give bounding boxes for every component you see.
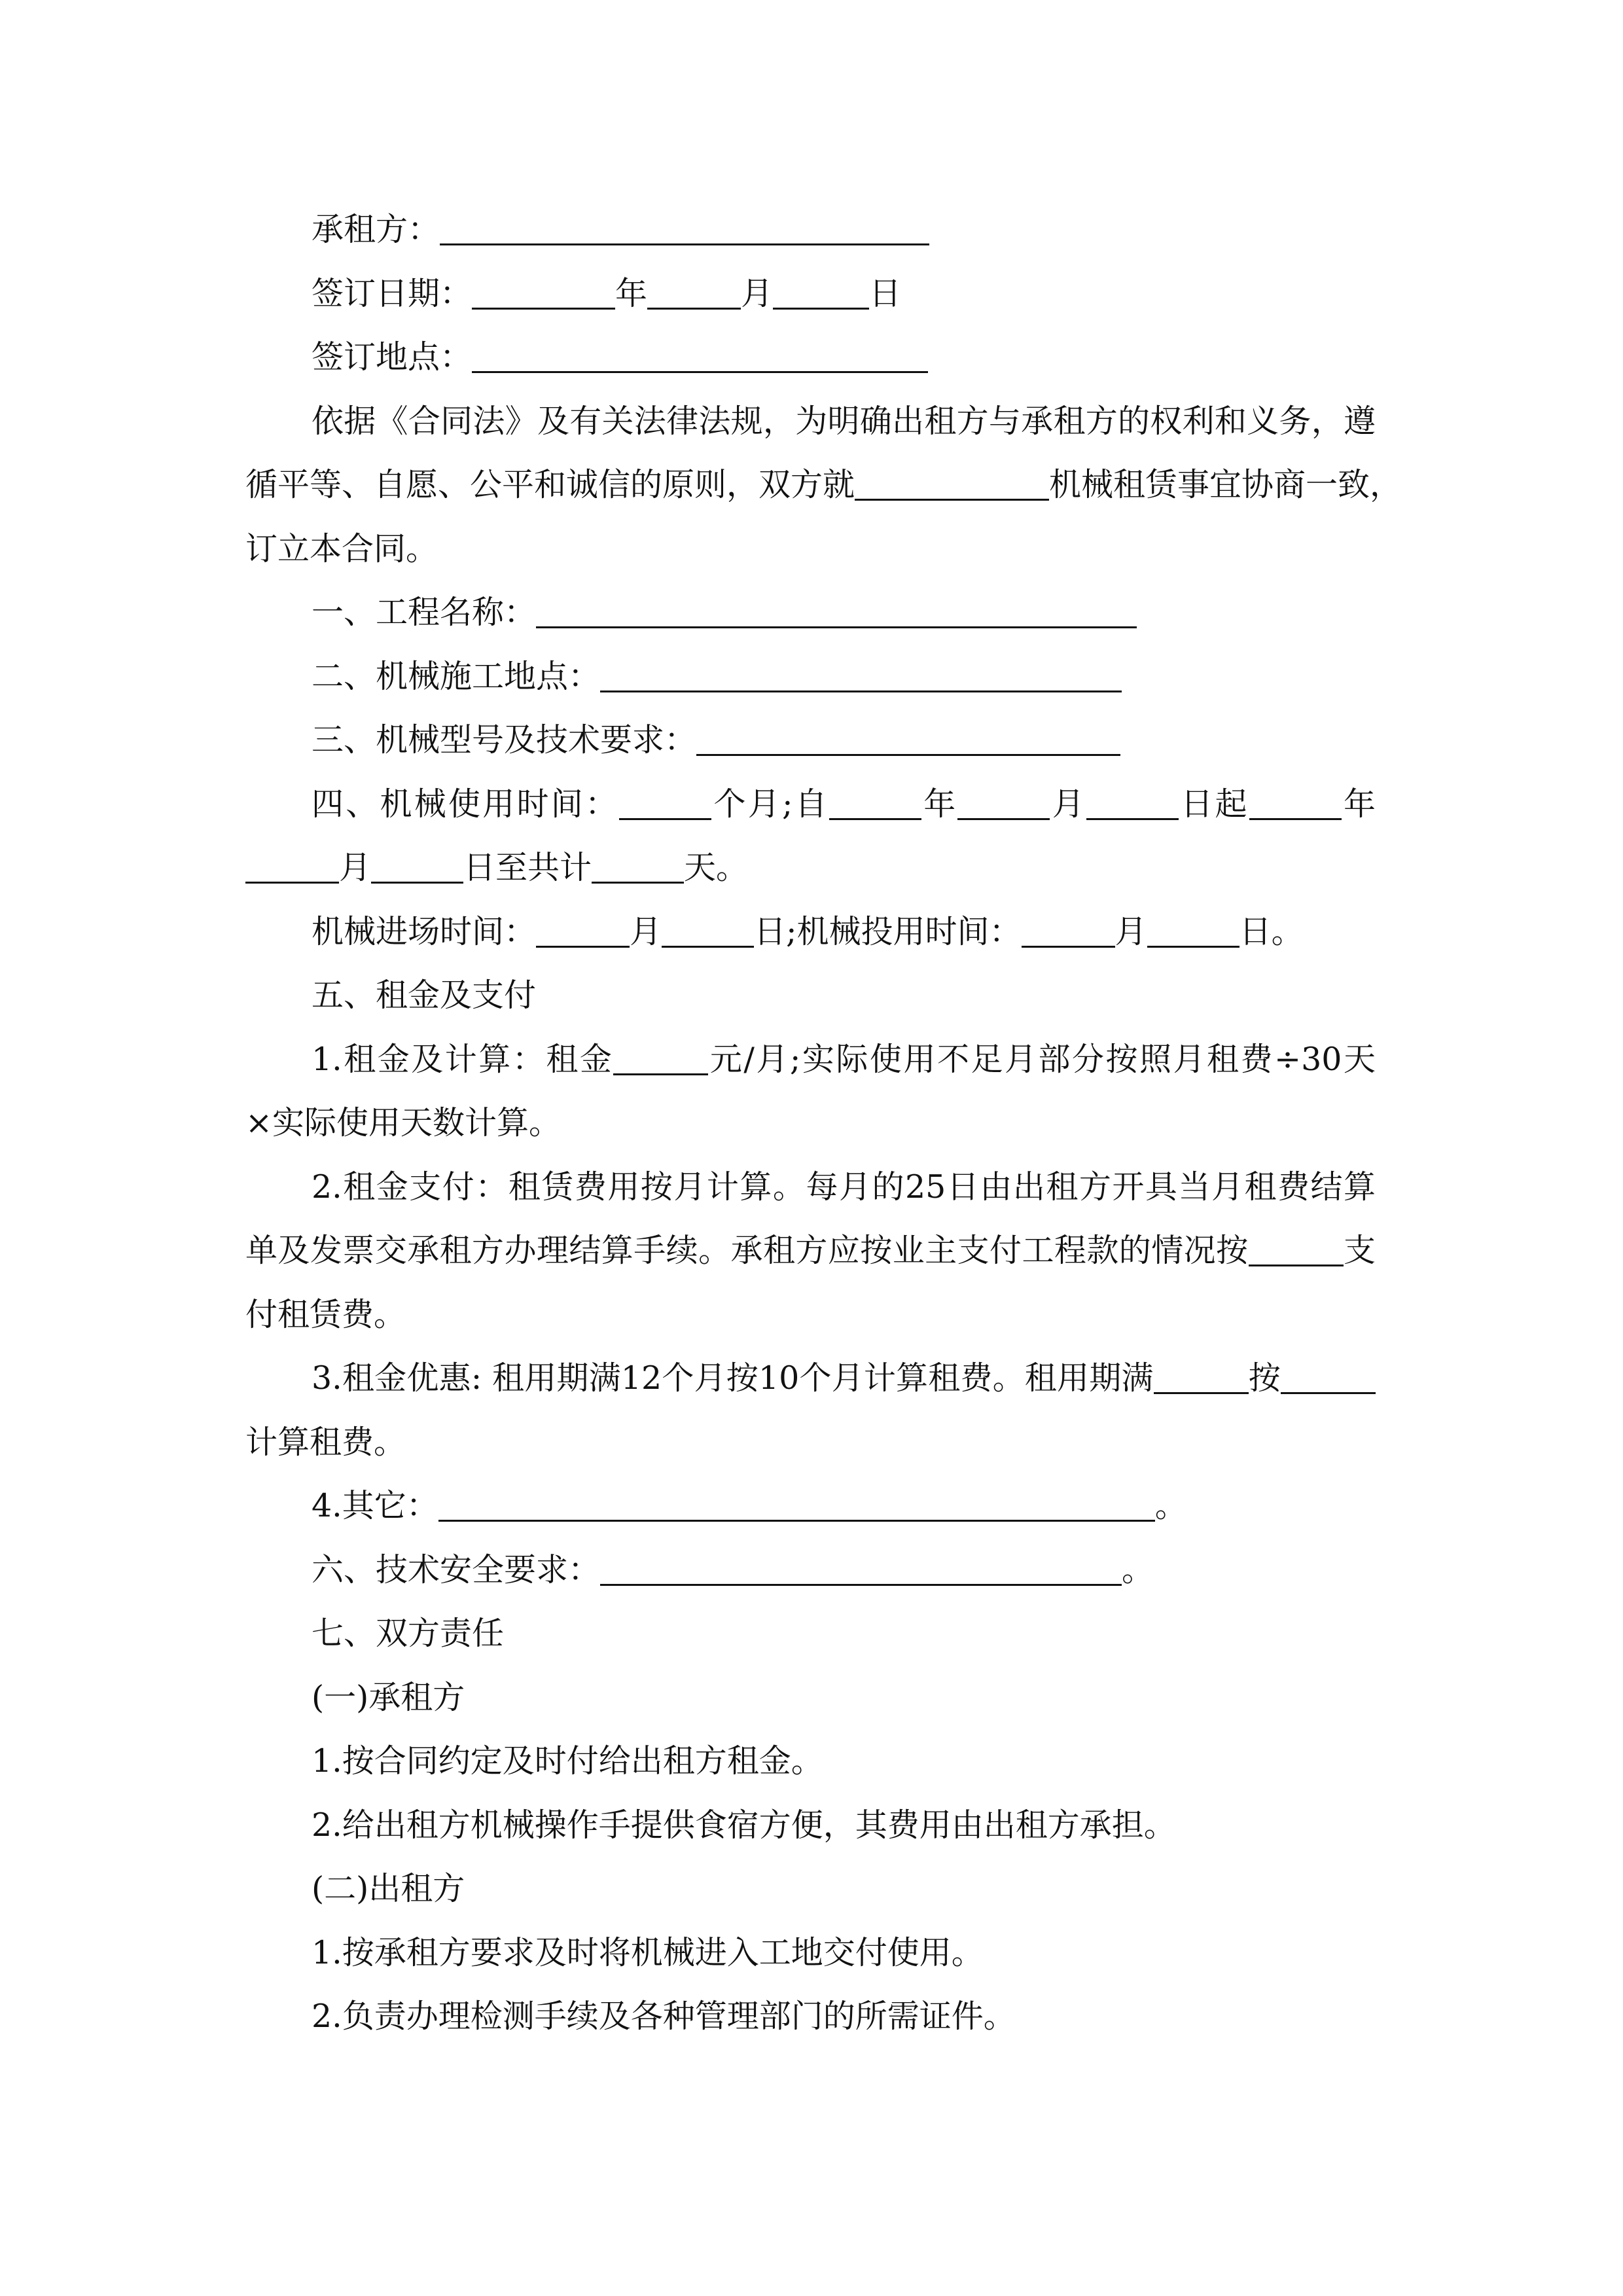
machine-blank[interactable] [855,499,1049,501]
lessor-item: 2.负责办理检测手续及各种管理部门的所需证件。 [312,1998,1016,2035]
label: 年 [615,274,648,312]
clause-5-2-cont: 付租赁费。 [245,1295,406,1333]
rent-blank[interactable] [613,1073,708,1075]
label: 日 [869,274,902,312]
place-blank[interactable] [472,371,928,373]
text: 支 [1343,1232,1376,1269]
clause-5-3-cont: 计算租费。 [245,1423,406,1461]
text: 元/月;实际使用不足月部分按照月租费÷30天 [708,1040,1376,1078]
clause-5-1 [245,1028,1376,1092]
text: 月 [339,849,372,886]
label: 承租方： [312,211,440,248]
blank[interactable] [245,882,339,884]
label: 4.其它： [312,1487,438,1524]
label: 三、机械型号及技术要求： [312,721,697,759]
blank[interactable] [829,818,921,820]
label: 签订地点： [312,338,473,376]
text: 机械租赁事宜协商一致， [1049,466,1402,503]
clause-4-cont [245,836,1376,900]
sign-place-line [245,325,1376,389]
text: 日;机械投用时间： [754,912,1022,950]
lessor-title: (二)出租方 [312,1870,465,1907]
preamble-line [245,453,1402,517]
site-blank[interactable] [600,691,1122,692]
text: 年 [921,785,958,823]
label: 二、机械施工地点： [312,657,601,695]
clause-5-4 [245,1474,1376,1538]
blank[interactable] [371,882,463,884]
preamble-line: 依据《合同法》及有关法律法规，为明确出租方与承租方的权利和义务，遵 [312,402,1376,440]
blank[interactable] [1249,818,1342,820]
blank[interactable] [1249,1265,1344,1266]
blank[interactable] [1086,818,1179,820]
lessee-blank[interactable] [440,243,929,245]
clause-7-title: 七、双方责任 [312,1615,505,1652]
label: 六、技术安全要求： [312,1551,601,1588]
blank[interactable] [957,818,1050,820]
blank[interactable] [1147,946,1240,948]
label: 四、机械使用时间： [312,785,620,823]
other-blank[interactable] [438,1520,1155,1522]
lessee-line [245,198,1376,262]
label: 机械进场时间： [312,912,537,950]
blank[interactable] [662,946,754,948]
blank[interactable] [1281,1392,1376,1394]
text: 月 [630,912,662,950]
text: 月 [1115,912,1147,950]
year-blank[interactable] [472,308,615,310]
blank[interactable] [1154,1392,1249,1394]
blank[interactable] [619,818,711,820]
clause-5-2: 2.租金支付：租赁费用按月计算。每月的25日由出租方开具当月租费结算 [312,1168,1376,1206]
clause-3 [245,708,1376,772]
preamble-line: 订立本合同。 [245,529,438,567]
lessee-title: (一)承租方 [312,1678,465,1716]
blank[interactable] [592,882,684,884]
clause-4 [245,772,1376,836]
text: 天。 [684,849,749,886]
clause-5-title: 五、租金及支付 [312,977,537,1014]
month-blank[interactable] [647,308,741,310]
clause-5-1-cont: ×实际使用天数计算。 [245,1104,562,1141]
text: 。 [1154,1487,1187,1524]
clause-4-entry [245,900,1376,964]
project-name-blank[interactable] [536,626,1137,628]
blank[interactable] [1022,946,1115,948]
text: 单及发票交承租方办理结算手续。承租方应按业主支付工程款的情况按 [245,1232,1249,1269]
clause-1 [245,581,1376,645]
label: 月 [741,274,774,312]
text: 循平等、自愿、公平和诚信的原则，双方就 [245,466,855,503]
safety-blank[interactable] [600,1584,1122,1586]
contract-page [245,198,1402,2049]
blank[interactable] [536,946,630,948]
clause-5-3 [245,1346,1376,1410]
text: 年 [1341,785,1376,823]
day-blank[interactable] [773,308,869,310]
text: 日至共计 [463,849,592,886]
text: 1.租金及计算：租金 [312,1040,614,1078]
lessor-item: 1.按承租方要求及时将机械进入工地交付使用。 [312,1933,984,1971]
text: 日起 [1178,785,1249,823]
lessee-item: 2.给出租方机械操作手提供食宿方便，其费用由出租方承担。 [312,1806,1176,1844]
text: 个月;自 [711,785,829,823]
label: 签订日期： [312,274,473,312]
clause-2 [245,645,1376,709]
text: 3.租金优惠: 租用期满12个月按10个月计算租费。租用期满 [312,1359,1154,1397]
model-blank[interactable] [696,754,1120,756]
text: 月 [1050,785,1086,823]
clause-6 [245,1538,1376,1602]
text: 日。 [1239,912,1304,950]
text: 。 [1122,1551,1154,1588]
sign-date-line [245,262,1376,326]
lessee-item: 1.按合同约定及时付给出租方租金。 [312,1742,823,1780]
label: 一、工程名称： [312,594,537,631]
clause-5-2-cont [245,1219,1376,1283]
text: 按 [1248,1359,1281,1397]
